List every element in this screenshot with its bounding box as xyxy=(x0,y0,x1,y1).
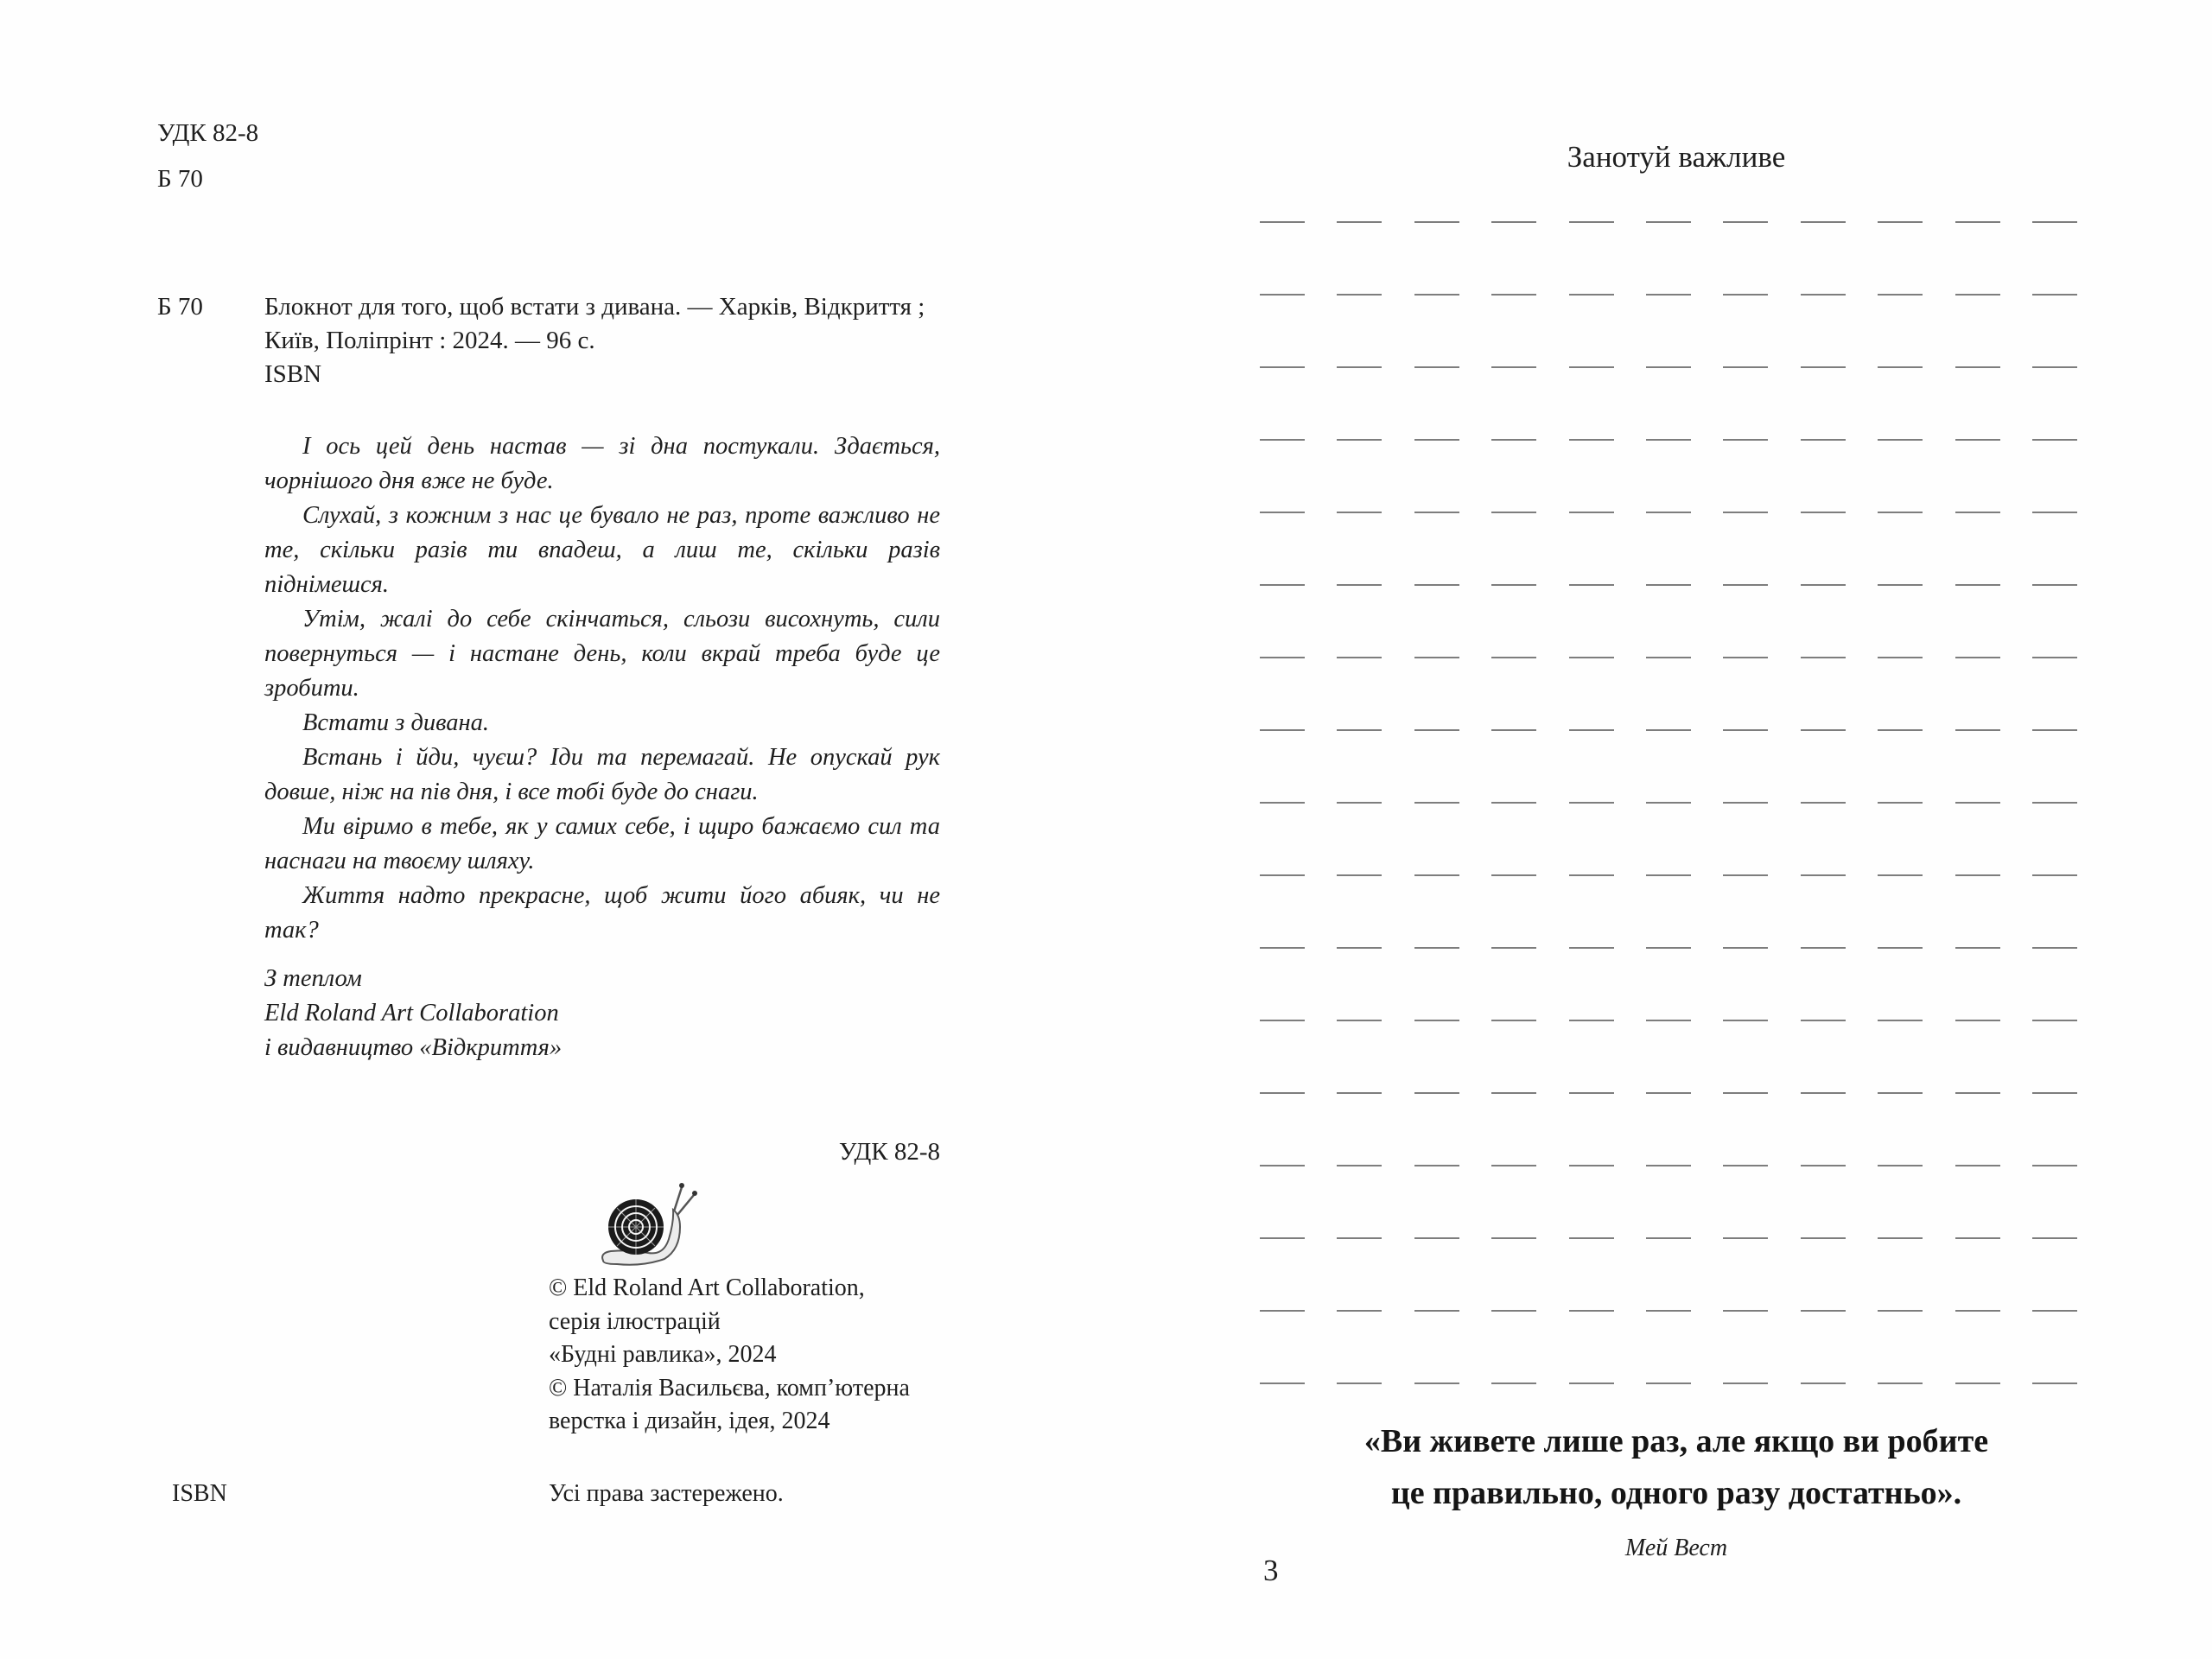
note-line-dash xyxy=(1801,1382,1846,1384)
note-line-dash xyxy=(1260,221,1305,223)
note-line-dash xyxy=(1260,729,1305,731)
note-line-dash xyxy=(1491,584,1536,586)
note-line-dash xyxy=(1955,874,2000,876)
note-line-dash xyxy=(1723,439,1768,441)
note-line-dash xyxy=(1569,221,1614,223)
note-line-dash xyxy=(2032,657,2077,658)
note-line-dash xyxy=(1414,802,1459,804)
note-line-dash xyxy=(1878,1382,1923,1384)
note-line-dash xyxy=(1337,947,1382,949)
note-line-dash xyxy=(1337,1165,1382,1166)
note-line-dash xyxy=(1955,1310,2000,1312)
note-line-dash xyxy=(1260,1382,1305,1384)
note-line-dash xyxy=(1955,366,2000,368)
quote-text xyxy=(1279,1415,2074,1519)
dash-row xyxy=(1260,1020,2077,1092)
note-line-dash xyxy=(2032,1382,2077,1384)
note-line-dash xyxy=(1337,1310,1382,1312)
note-line-dash xyxy=(1569,294,1614,296)
note-line-dash xyxy=(1337,584,1382,586)
note-line-dash xyxy=(1723,221,1768,223)
note-line-dash xyxy=(1801,1310,1846,1312)
note-line-dash xyxy=(1878,1020,1923,1021)
signature-line: і видавництво «Відкриття» xyxy=(264,1034,563,1061)
note-line-dash xyxy=(1955,294,2000,296)
note-line-dash xyxy=(1260,584,1305,586)
note-line-dash xyxy=(1491,221,1536,223)
note-line-dash xyxy=(1646,512,1691,513)
note-line-dash xyxy=(1801,802,1846,804)
note-line-dash xyxy=(1569,1382,1614,1384)
note-line-dash xyxy=(1260,947,1305,949)
note-line-dash xyxy=(1723,729,1768,731)
catalog-entry-code: Б 70 xyxy=(157,293,203,321)
udk-code-bottom: УДК 82-8 xyxy=(838,1138,940,1166)
note-line-dash xyxy=(1646,947,1691,949)
note-line-dash xyxy=(2032,1092,2077,1094)
note-line-dash xyxy=(1414,657,1459,658)
quote-author: Мей Вест xyxy=(1624,1535,1728,1561)
note-line-dash xyxy=(1955,1165,2000,1166)
note-line-dash xyxy=(1955,729,2000,731)
note-line-dash xyxy=(1878,294,1923,296)
dash-row xyxy=(1260,1237,2077,1310)
copyright-block xyxy=(549,1272,961,1439)
note-line-dash xyxy=(1646,221,1691,223)
preface-paragraph: Встань і йди, чуєш? Іди та перемагай. Не опускай рук довше, ніж на пів дня, і все тобі буде до снаги. xyxy=(264,744,940,805)
note-line-dash xyxy=(2032,1165,2077,1166)
note-line-dash xyxy=(1569,1237,1614,1239)
note-line-dash xyxy=(1260,802,1305,804)
note-line-dash xyxy=(1260,1020,1305,1021)
note-line-dash xyxy=(1569,1165,1614,1166)
page-number: 3 xyxy=(1263,1554,1279,1587)
note-line-dash xyxy=(1646,1237,1691,1239)
dash-row xyxy=(1260,1092,2077,1165)
note-line-dash xyxy=(2032,947,2077,949)
note-line-dash xyxy=(1955,1092,2000,1094)
note-line-dash xyxy=(1646,1020,1691,1021)
snail-illustration xyxy=(591,1172,703,1277)
note-line-dash xyxy=(2032,729,2077,731)
note-line-dash xyxy=(1337,1237,1382,1239)
note-line-dash xyxy=(1414,439,1459,441)
rights-notice: Усі права застережено. xyxy=(549,1479,784,1507)
preface-text xyxy=(264,429,940,948)
note-line-dash xyxy=(1260,1165,1305,1166)
note-line-dash xyxy=(1646,802,1691,804)
note-line-dash xyxy=(1569,947,1614,949)
note-line-dash xyxy=(1337,221,1382,223)
note-line-dash xyxy=(1878,512,1923,513)
note-line-dash xyxy=(1491,1020,1536,1021)
note-line-dash xyxy=(1569,657,1614,658)
note-line-dash xyxy=(1955,584,2000,586)
note-line-dash xyxy=(1955,947,2000,949)
note-line-dash xyxy=(1801,512,1846,513)
dash-row xyxy=(1260,294,2077,366)
note-line-dash xyxy=(1801,1092,1846,1094)
note-line-dash xyxy=(1878,802,1923,804)
note-line-dash xyxy=(1337,1092,1382,1094)
note-line-dash xyxy=(1414,729,1459,731)
note-line-dash xyxy=(1646,1310,1691,1312)
note-line-dash xyxy=(1569,1020,1614,1021)
note-line-dash xyxy=(1491,1237,1536,1239)
note-line-dash xyxy=(1569,584,1614,586)
note-line-dash xyxy=(1260,1237,1305,1239)
note-line-dash xyxy=(1491,366,1536,368)
note-line-dash xyxy=(1955,802,2000,804)
note-line-dash xyxy=(1646,1382,1691,1384)
note-line-dash xyxy=(1646,1092,1691,1094)
note-line-dash xyxy=(1878,366,1923,368)
note-line-dash xyxy=(1801,1165,1846,1166)
note-line-dash xyxy=(1878,729,1923,731)
note-line-dash xyxy=(1491,947,1536,949)
note-line-dash xyxy=(1723,512,1768,513)
note-line-dash xyxy=(1260,439,1305,441)
note-line-dash xyxy=(2032,802,2077,804)
dash-row xyxy=(1260,729,2077,802)
note-line-dash xyxy=(1723,1310,1768,1312)
preface-paragraph: І ось цей день настав — зі дна постукали. Здається, чорнішого дня вже не буде. xyxy=(264,433,940,494)
note-line-dash xyxy=(1337,1020,1382,1021)
note-line-dash xyxy=(1955,439,2000,441)
note-line-dash xyxy=(1491,1310,1536,1312)
note-line-dash xyxy=(1955,512,2000,513)
note-line-dash xyxy=(1569,439,1614,441)
note-line-dash xyxy=(1491,1165,1536,1166)
note-line-dash xyxy=(1491,294,1536,296)
note-line-dash xyxy=(1414,221,1459,223)
left-page-imprint xyxy=(157,119,961,1515)
note-line-dash xyxy=(1337,874,1382,876)
copyright-line: © Наталія Васильєва, комп’ютерна xyxy=(549,1374,910,1402)
note-line-dash xyxy=(1801,874,1846,876)
note-line-dash xyxy=(1801,366,1846,368)
quote-line-1: «Ви живете лише раз, але якщо ви робите xyxy=(1363,1423,1989,1459)
notes-grid xyxy=(1260,221,2077,1455)
bibliographic-description: Блокнот для того, щоб встати з дивана. — Харків, Відкриття ; Київ, Поліпрінт : 2024. — 96 с. xyxy=(264,293,925,354)
dash-row xyxy=(1260,1165,2077,1237)
note-line-dash xyxy=(2032,366,2077,368)
note-line-dash xyxy=(1955,657,2000,658)
note-line-dash xyxy=(1491,439,1536,441)
note-line-dash xyxy=(1260,512,1305,513)
udk-code-top: УДК 82-8 xyxy=(157,119,259,147)
note-line-dash xyxy=(1491,1382,1536,1384)
note-line-dash xyxy=(1646,729,1691,731)
note-line-dash xyxy=(1878,584,1923,586)
copyright-line: верстка і дизайн, ідея, 2024 xyxy=(549,1408,830,1434)
note-line-dash xyxy=(1414,1092,1459,1094)
note-line-dash xyxy=(1955,1237,2000,1239)
note-line-dash xyxy=(1337,1382,1382,1384)
note-line-dash xyxy=(1646,584,1691,586)
note-line-dash xyxy=(1723,1382,1768,1384)
preface-paragraph: Ми віримо в тебе, як у самих себе, і щиро бажаємо сил та наснаги на твоєму шляху. xyxy=(264,813,940,874)
note-line-dash xyxy=(1801,584,1846,586)
note-line-dash xyxy=(1801,947,1846,949)
note-line-dash xyxy=(1337,439,1382,441)
note-line-dash xyxy=(2032,1237,2077,1239)
note-line-dash xyxy=(1723,802,1768,804)
note-line-dash xyxy=(1414,1020,1459,1021)
catalog-entry xyxy=(157,290,961,391)
dash-row xyxy=(1260,366,2077,439)
note-line-dash xyxy=(1414,584,1459,586)
note-line-dash xyxy=(1337,512,1382,513)
note-line-dash xyxy=(1260,874,1305,876)
note-line-dash xyxy=(1414,294,1459,296)
note-line-dash xyxy=(1414,512,1459,513)
preface-paragraph: Встати з дивана. xyxy=(302,709,490,736)
note-line-dash xyxy=(1955,221,2000,223)
note-line-dash xyxy=(1878,221,1923,223)
note-line-dash xyxy=(1569,366,1614,368)
note-line-dash xyxy=(1723,1020,1768,1021)
signature-block xyxy=(264,962,961,1065)
note-line-dash xyxy=(1337,657,1382,658)
preface-paragraph: Утім, жалі до себе скінчаться, сльози висохнуть, сили повернуться — і настане день, коли вкрай треба буде це зробити. xyxy=(264,606,940,702)
note-line-dash xyxy=(1723,1092,1768,1094)
note-line-dash xyxy=(2032,294,2077,296)
dash-row xyxy=(1260,512,2077,584)
dash-row xyxy=(1260,439,2077,512)
note-line-dash xyxy=(1646,294,1691,296)
note-line-dash xyxy=(1801,657,1846,658)
signature-line: З теплом xyxy=(264,965,362,992)
note-line-dash xyxy=(1646,1165,1691,1166)
note-line-dash xyxy=(1337,802,1382,804)
note-line-dash xyxy=(1414,1237,1459,1239)
isbn-label-top: ISBN xyxy=(264,360,322,388)
note-line-dash xyxy=(1260,1310,1305,1312)
copyright-line: серія ілюстрацій xyxy=(549,1307,721,1335)
note-line-dash xyxy=(1646,874,1691,876)
note-line-dash xyxy=(1569,802,1614,804)
note-line-dash xyxy=(1491,874,1536,876)
note-line-dash xyxy=(1260,294,1305,296)
note-line-dash xyxy=(1569,729,1614,731)
note-line-dash xyxy=(1414,1165,1459,1166)
dash-row xyxy=(1260,221,2077,294)
note-line-dash xyxy=(1491,512,1536,513)
note-line-dash xyxy=(1491,802,1536,804)
isbn-label-bottom: ISBN xyxy=(172,1479,227,1507)
note-line-dash xyxy=(1414,874,1459,876)
note-line-dash xyxy=(2032,874,2077,876)
note-line-dash xyxy=(2032,221,2077,223)
note-line-dash xyxy=(1955,1020,2000,1021)
dash-row xyxy=(1260,1310,2077,1382)
note-line-dash xyxy=(1569,1092,1614,1094)
note-line-dash xyxy=(1723,1165,1768,1166)
imprint-bottom-row xyxy=(157,1480,961,1515)
note-line-dash xyxy=(1801,1237,1846,1239)
note-line-dash xyxy=(1260,1092,1305,1094)
note-line-dash xyxy=(1801,439,1846,441)
dash-row xyxy=(1260,802,2077,874)
quote-line-2: це правильно, одного разу достатньо». xyxy=(1390,1475,1962,1511)
note-line-dash xyxy=(2032,584,2077,586)
note-line-dash xyxy=(1878,1165,1923,1166)
note-line-dash xyxy=(1414,1310,1459,1312)
note-line-dash xyxy=(1723,294,1768,296)
note-line-dash xyxy=(1723,947,1768,949)
note-line-dash xyxy=(1801,729,1846,731)
note-line-dash xyxy=(1260,366,1305,368)
note-line-dash xyxy=(1723,657,1768,658)
note-line-dash xyxy=(1569,874,1614,876)
note-line-dash xyxy=(1801,1020,1846,1021)
note-line-dash xyxy=(1337,366,1382,368)
note-line-dash xyxy=(1569,1310,1614,1312)
note-line-dash xyxy=(1414,947,1459,949)
note-line-dash xyxy=(1646,439,1691,441)
copyright-line: © Eld Roland Art Collaboration, xyxy=(549,1274,865,1301)
dash-row xyxy=(1260,657,2077,729)
dash-row xyxy=(1260,947,2077,1020)
note-line-dash xyxy=(1878,657,1923,658)
note-line-dash xyxy=(1569,512,1614,513)
note-line-dash xyxy=(1723,366,1768,368)
note-line-dash xyxy=(1955,1382,2000,1384)
note-line-dash xyxy=(1878,1310,1923,1312)
note-line-dash xyxy=(2032,439,2077,441)
note-line-dash xyxy=(2032,1020,2077,1021)
copyright-line: «Будні равлика», 2024 xyxy=(549,1341,777,1368)
note-line-dash xyxy=(1878,874,1923,876)
note-line-dash xyxy=(1878,947,1923,949)
catalog-entry-body xyxy=(264,290,956,391)
note-line-dash xyxy=(1723,1237,1768,1239)
dash-row xyxy=(1260,584,2077,657)
bbk-code-top: Б 70 xyxy=(157,165,203,193)
note-line-dash xyxy=(1801,221,1846,223)
note-line-dash xyxy=(1491,657,1536,658)
dash-row xyxy=(1260,874,2077,947)
notes-heading: Занотуй важливе xyxy=(1567,140,1786,174)
note-line-dash xyxy=(1414,1382,1459,1384)
note-line-dash xyxy=(1337,294,1382,296)
note-line-dash xyxy=(1414,366,1459,368)
preface-paragraph: Життя надто прекрасне, щоб жити його абияк, чи не так? xyxy=(264,882,940,944)
note-line-dash xyxy=(1646,657,1691,658)
note-line-dash xyxy=(1723,584,1768,586)
note-line-dash xyxy=(2032,512,2077,513)
note-line-dash xyxy=(2032,1310,2077,1312)
note-line-dash xyxy=(1646,366,1691,368)
note-line-dash xyxy=(1491,1092,1536,1094)
note-line-dash xyxy=(1260,657,1305,658)
note-line-dash xyxy=(1801,294,1846,296)
note-line-dash xyxy=(1491,729,1536,731)
note-line-dash xyxy=(1337,729,1382,731)
note-line-dash xyxy=(1723,874,1768,876)
preface-paragraph: Слухай, з кожним з нас це бувало не раз, проте важливо не те, скільки разів ти впадеш, а лиш те, скільки разів піднімешся. xyxy=(264,502,940,598)
note-line-dash xyxy=(1878,439,1923,441)
note-line-dash xyxy=(1878,1092,1923,1094)
signature-line: Eld Roland Art Collaboration xyxy=(264,1000,559,1027)
note-line-dash xyxy=(1878,1237,1923,1239)
